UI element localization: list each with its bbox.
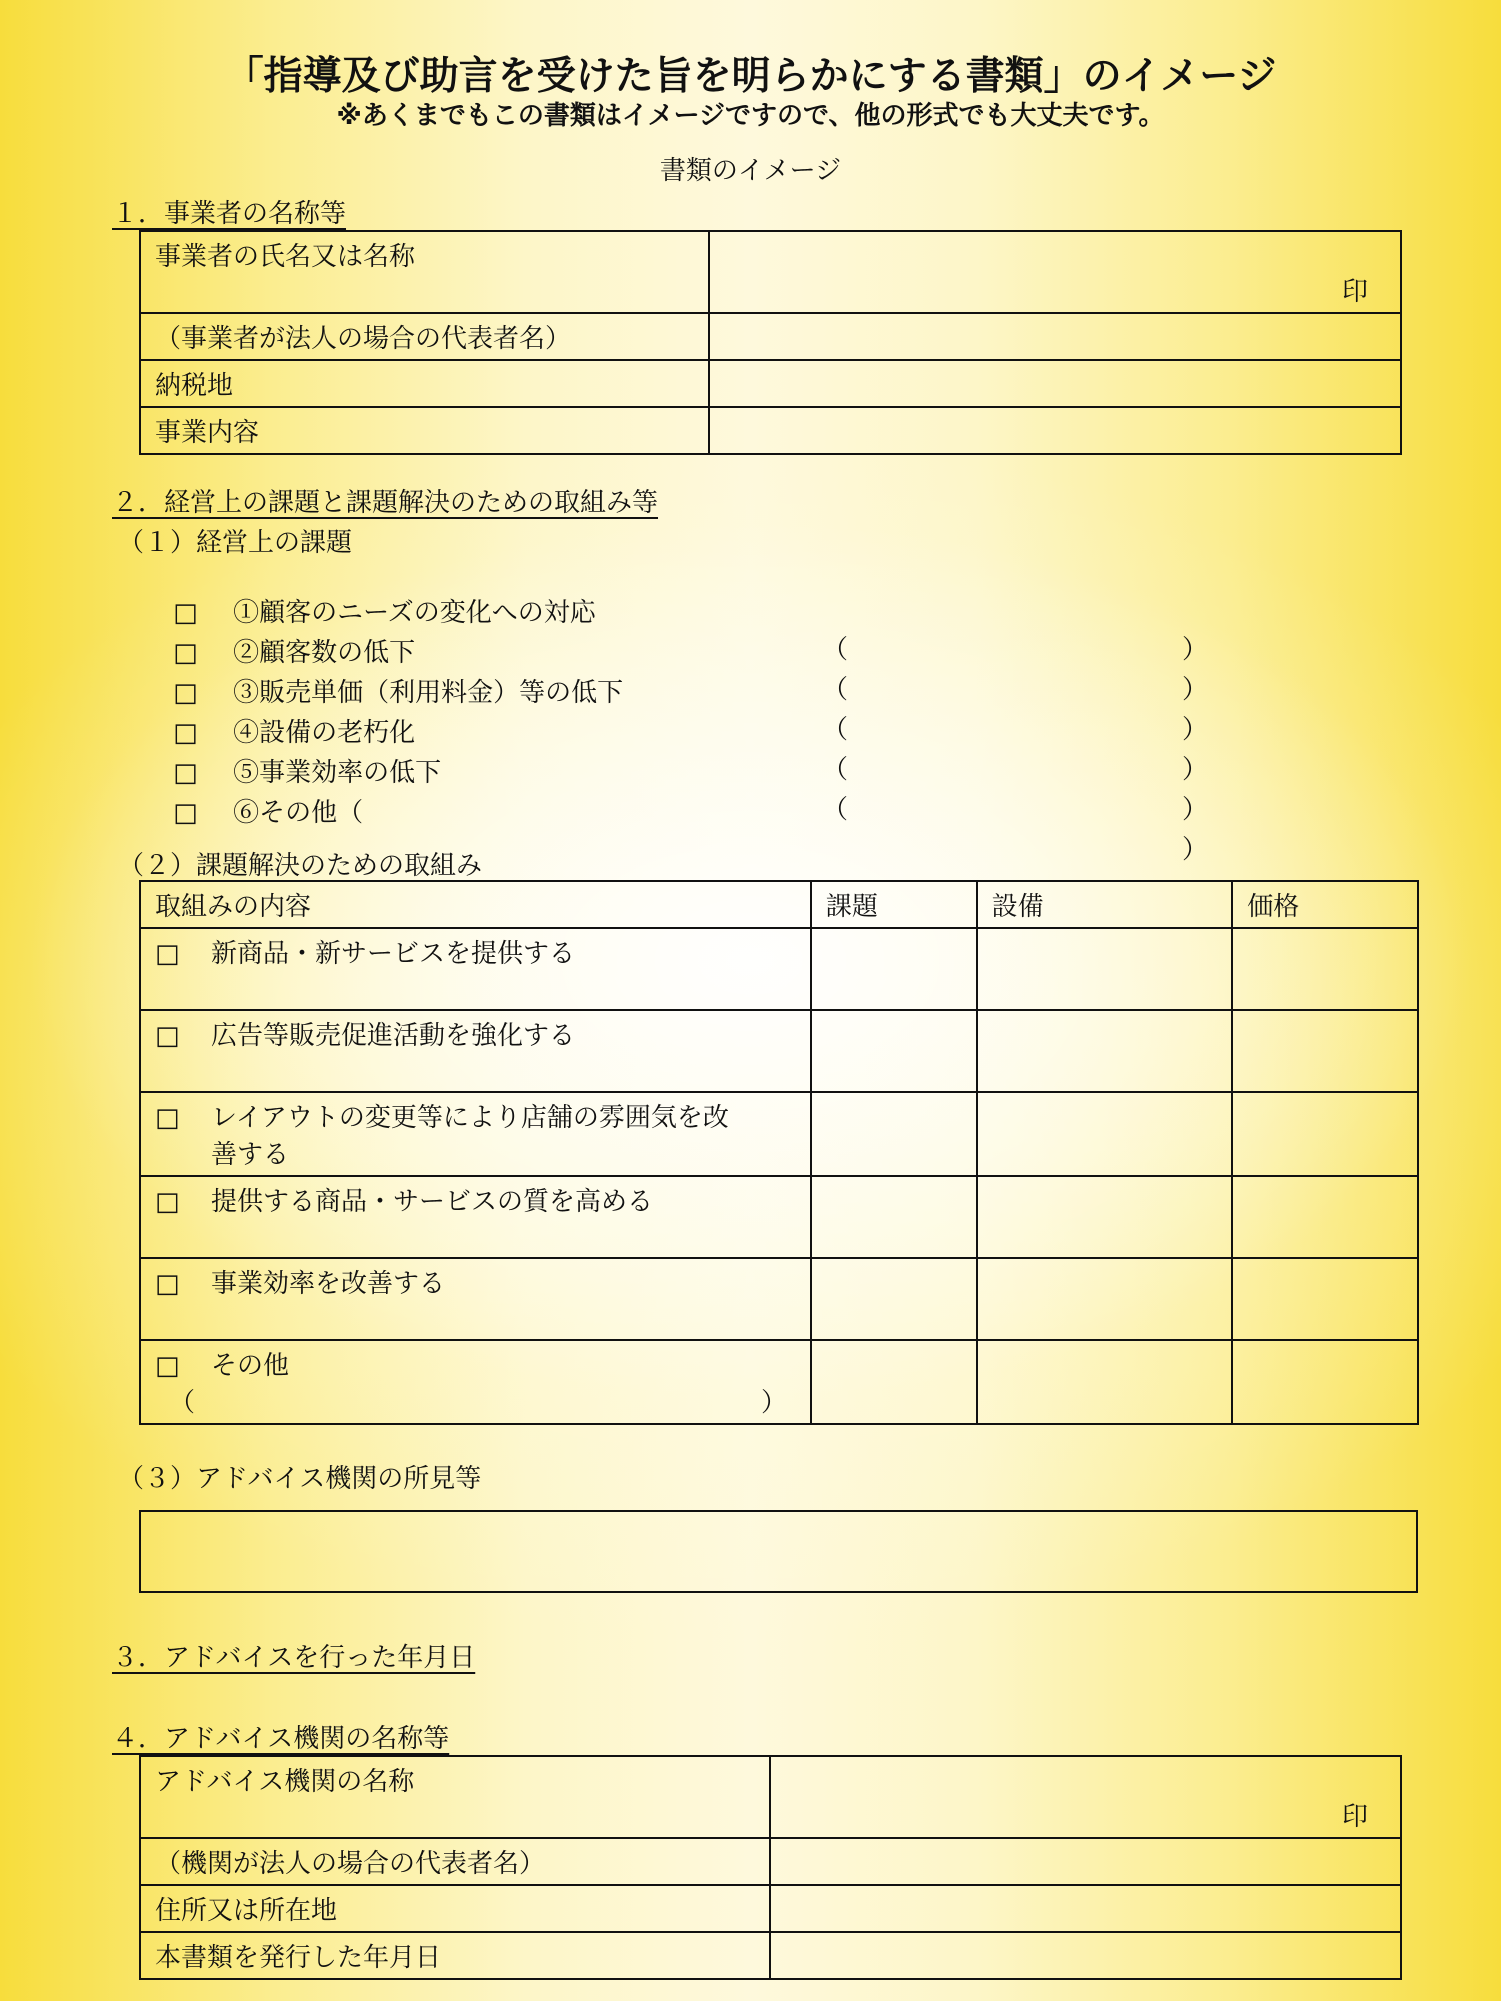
column-header: 設備 [977, 881, 1233, 928]
business-content-field[interactable] [709, 407, 1401, 454]
checkbox[interactable]: □ [173, 678, 198, 708]
business-info-table [139, 230, 1402, 455]
equipment-cell[interactable] [977, 1176, 1233, 1258]
action-label: 事業効率を改善する [211, 1269, 446, 1299]
document-title: 「指導及び助言を受けた旨を明らかにする書類」のイメージ [224, 54, 1277, 99]
issue-cell[interactable] [811, 928, 977, 1010]
checkbox[interactable]: □ [155, 1021, 180, 1051]
advisor-name-label: アドバイス機関の名称 [140, 1756, 770, 1838]
action-label: 広告等販売促進活動を強化する [211, 1021, 576, 1051]
action-label: その他 [211, 1351, 290, 1381]
opinion-table [139, 1510, 1418, 1593]
checkbox[interactable]: □ [173, 598, 198, 628]
paren-open: （ [169, 1388, 196, 1418]
action-cell [140, 1176, 811, 1258]
checkbox[interactable]: □ [173, 718, 198, 748]
business-content-label: 事業内容 [140, 407, 709, 454]
issue-date-field[interactable] [770, 1932, 1401, 1979]
action-cell [140, 1010, 811, 1092]
action-cell [140, 928, 811, 1010]
action-label: レイアウトの変更等により店舗の雰囲気を改 [211, 1103, 729, 1133]
table-row [140, 1092, 1418, 1176]
action-label: 新商品・新サービスを提供する [211, 939, 576, 969]
advisor-address-field[interactable] [770, 1885, 1401, 1932]
issue-cell[interactable] [811, 1258, 977, 1340]
tax-place-label: 納税地 [140, 360, 709, 407]
paren-close: ） [1182, 755, 1209, 785]
issues-list [140, 562, 1209, 865]
business-name-label: 事業者の氏名又は名称 [140, 231, 709, 313]
equipment-cell[interactable] [977, 928, 1233, 1010]
paren-close: ） [1182, 675, 1209, 705]
price-cell[interactable] [1232, 1092, 1418, 1176]
price-cell[interactable] [1232, 1010, 1418, 1092]
price-cell[interactable] [1232, 1258, 1418, 1340]
seal-mark: 印 [1341, 1802, 1368, 1832]
advisor-info-table [139, 1755, 1402, 1980]
table-row [140, 1176, 1418, 1258]
issue-label: ⑥その他（ [233, 798, 364, 828]
section-4-heading: ４．アドバイス機関の名称等 [112, 1724, 450, 1754]
action-label-cont: 善する [211, 1140, 290, 1170]
issue-label: ①顧客のニーズの変化への対応 [233, 598, 596, 628]
paren-close: ） [1182, 715, 1209, 745]
equipment-cell[interactable] [977, 1340, 1233, 1424]
action-cell [140, 1092, 811, 1176]
table-row [140, 1340, 1418, 1424]
paren-close: ） [1182, 835, 1209, 865]
section-3-heading: ３．アドバイスを行った年月日 [112, 1643, 476, 1673]
issue-label: ④設備の老朽化 [233, 718, 416, 748]
opinion-field[interactable] [140, 1511, 1417, 1592]
price-cell[interactable] [1232, 1176, 1418, 1258]
actions-table [139, 880, 1419, 1425]
table-row [140, 1258, 1418, 1340]
issue-label: ③販売単価（利用料金）等の低下 [233, 678, 624, 708]
action-cell [140, 1340, 811, 1424]
paren-open: （ [822, 795, 849, 825]
paren-open: （ [822, 755, 849, 785]
equipment-cell[interactable] [977, 1010, 1233, 1092]
paren-open: （ [822, 635, 849, 665]
section-1-heading: １．事業者の名称等 [112, 199, 347, 229]
paren-close: ） [1182, 795, 1209, 825]
issue-label: ②顧客数の低下 [233, 638, 416, 668]
tax-place-field[interactable] [709, 360, 1401, 407]
price-cell[interactable] [1232, 928, 1418, 1010]
representative-field[interactable] [709, 313, 1401, 360]
checkbox[interactable]: □ [173, 798, 198, 828]
issue-label: ⑤事業効率の低下 [233, 758, 442, 788]
checkbox[interactable]: □ [155, 1103, 180, 1133]
checkbox[interactable]: □ [155, 1351, 180, 1381]
opinion-heading: （３）アドバイス機関の所見等 [118, 1464, 482, 1494]
issue-cell[interactable] [811, 1176, 977, 1258]
column-header: 課題 [811, 881, 977, 928]
advisor-representative-field[interactable] [770, 1838, 1401, 1885]
document-caption: 書類のイメージ [659, 156, 842, 186]
document-subtitle: ※あくまでもこの書類はイメージですので、他の形式でも大丈夫です。 [336, 101, 1165, 131]
action-cell [140, 1258, 811, 1340]
issue-cell[interactable] [811, 1092, 977, 1176]
issues-heading: （１）経営上の課題 [118, 528, 353, 558]
advisor-representative-label: （機関が法人の場合の代表者名） [140, 1838, 770, 1885]
equipment-cell[interactable] [977, 1092, 1233, 1176]
paren-close: ） [761, 1388, 788, 1418]
advisor-address-label: 住所又は所在地 [140, 1885, 770, 1932]
seal-mark: 印 [1341, 277, 1368, 307]
table-row [140, 928, 1418, 1010]
checkbox[interactable]: □ [155, 1187, 180, 1217]
equipment-cell[interactable] [977, 1258, 1233, 1340]
checkbox[interactable]: □ [173, 638, 198, 668]
business-name-field[interactable] [709, 231, 1401, 313]
advisor-name-field[interactable] [770, 1756, 1401, 1838]
paren-open: （ [822, 675, 849, 705]
issue-cell[interactable] [811, 1010, 977, 1092]
paren-open: （ [822, 715, 849, 745]
price-cell[interactable] [1232, 1340, 1418, 1424]
representative-label: （事業者が法人の場合の代表者名） [140, 313, 709, 360]
table-row [140, 1010, 1418, 1092]
issue-cell[interactable] [811, 1340, 977, 1424]
checkbox[interactable]: □ [155, 1269, 180, 1299]
actions-heading: （２）課題解決のための取組み [118, 851, 483, 881]
section-2-heading: ２．経営上の課題と課題解決のための取組み等 [112, 488, 659, 518]
column-header: 取組みの内容 [140, 881, 811, 928]
checkbox[interactable]: □ [173, 758, 198, 788]
issue-date-label: 本書類を発行した年月日 [140, 1932, 770, 1979]
paren-close: ） [1182, 635, 1209, 665]
list-item [140, 762, 1209, 865]
checkbox[interactable]: □ [155, 939, 180, 969]
action-label: 提供する商品・サービスの質を高める [211, 1187, 654, 1217]
column-header: 価格 [1232, 881, 1418, 928]
